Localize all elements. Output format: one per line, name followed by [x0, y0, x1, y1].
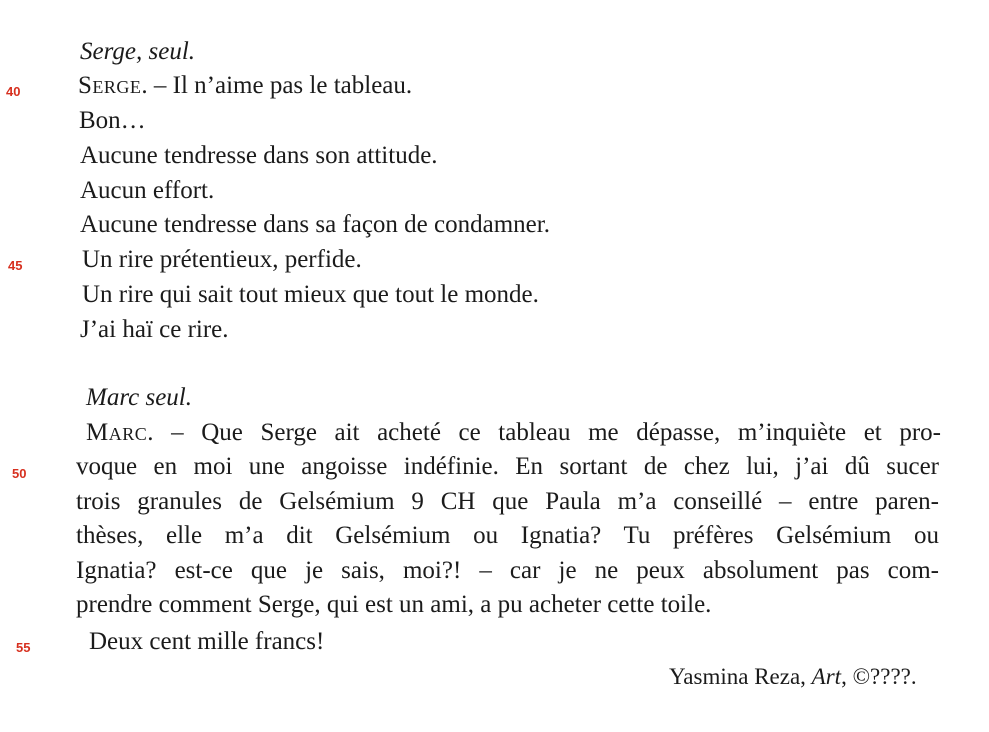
- dialogue-line: Bon…: [79, 107, 146, 134]
- speaker-name-serge: Serge: [78, 72, 142, 99]
- line-number-50: 50: [12, 466, 27, 481]
- speaker-name-marc: Marc: [86, 419, 148, 446]
- dialogue-line: Un rire qui sait tout mieux que tout le monde.: [82, 281, 539, 308]
- credit-copyright: , ©????.: [841, 664, 917, 689]
- stage-direction-serge: Serge, seul.: [80, 38, 196, 65]
- dialogue-line: J’ai haï ce rire.: [80, 316, 229, 343]
- line-number-40: 40: [6, 84, 21, 99]
- dialogue-line: Aucun effort.: [80, 177, 215, 204]
- line-number-55: 55: [16, 640, 31, 655]
- paragraph-line: Ignatia? est-ce que je sais, moi?! – car je ne peux absolument pas com-: [76, 557, 939, 584]
- dialogue-line: Un rire prétentieux, perfide.: [82, 246, 362, 273]
- dialogue-line: Aucune tendresse dans sa façon de condamner.: [80, 211, 550, 238]
- dialogue-text: . – Il n’aime pas le tableau.: [141, 72, 413, 99]
- credit-title: Art: [811, 664, 842, 689]
- paragraph-line: voque en moi une angoisse indéfinie. En sortant de chez lui, j’ai dû sucer: [76, 453, 939, 480]
- paragraph-line: trois granules de Gelsémium 9 CH que Paula m’a conseillé – entre paren-: [76, 488, 939, 515]
- paragraph-line: prendre comment Serge, qui est un ami, a pu acheter cette toile.: [76, 591, 712, 618]
- paragraph-line: [86, 418, 941, 448]
- credit-author: Yasmina Reza,: [669, 664, 812, 689]
- dialogue-text: . – Que Serge ait acheté ce tableau me dépasse, m’inquiète et pro-: [147, 419, 941, 446]
- paragraph-line: Deux cent mille francs!: [89, 628, 325, 655]
- source-credit: [669, 663, 917, 691]
- stage-direction-marc: Marc seul.: [86, 384, 192, 411]
- dialogue-line: [78, 71, 412, 101]
- line-number-45: 45: [8, 258, 23, 273]
- dialogue-line: Aucune tendresse dans son attitude.: [80, 142, 438, 169]
- paragraph-line: thèses, elle m’a dit Gelsémium ou Ignatia? Tu préfères Gelsémium ou: [76, 522, 939, 549]
